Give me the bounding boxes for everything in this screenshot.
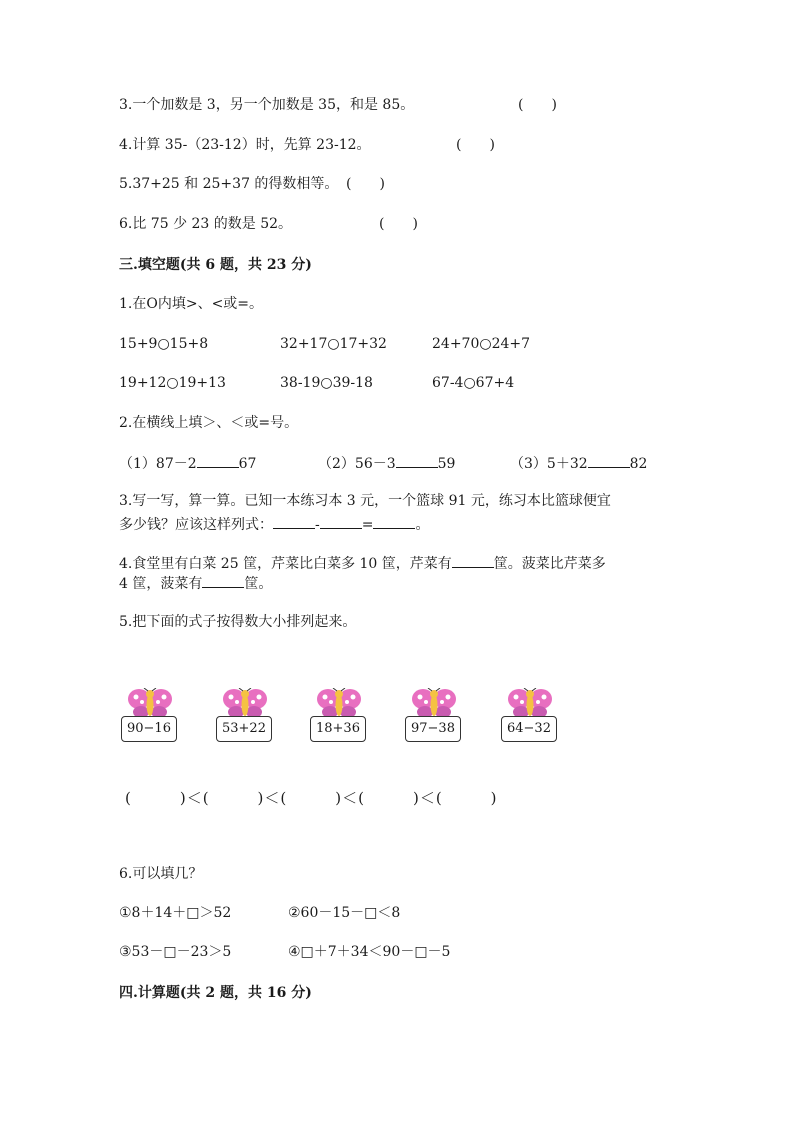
butterfly-card — [216, 688, 272, 746]
butterfly-card — [121, 688, 177, 746]
answer-blank[interactable] — [588, 453, 630, 468]
judge-q4-text: 4.计算 35-（23-12）时，先算 23-12。 — [119, 137, 371, 153]
answer-blank[interactable] — [452, 553, 494, 568]
expression-card: 97−38 — [405, 716, 461, 742]
fill-q1-item[interactable]: 38-19○39-18 — [280, 375, 373, 391]
fill-q1-item[interactable]: 67-4○67+4 — [432, 375, 515, 391]
expression-card: 18+36 — [310, 716, 366, 742]
answer-blank[interactable] — [273, 514, 315, 529]
answer-blank[interactable] — [197, 453, 239, 468]
judge-q3-answer[interactable]: ( ) — [518, 97, 557, 113]
section3-heading: 三.填空题(共 6 题，共 23 分) — [119, 257, 312, 273]
fill-q6-item[interactable]: ②60－15－□＜8 — [288, 905, 401, 921]
fill-q3-line1: 3.写一写，算一算。已知一本练习本 3 元，一个篮球 91 元，练习本比篮球便宜 — [119, 493, 611, 509]
fill-q2-item: （2）56－3 59 — [318, 453, 455, 473]
answer-blank[interactable] — [320, 514, 362, 529]
fill-q4-line2: 4 筐，菠菜有 筐。 — [119, 573, 272, 593]
fill-q1-item[interactable]: 24+70○24+7 — [432, 336, 531, 352]
fill-q3-line2: 多少钱？应该这样列式： - = 。 — [119, 514, 429, 534]
fill-q1-item[interactable]: 19+12○19+13 — [119, 375, 226, 391]
butterfly-icon — [411, 688, 457, 718]
butterfly-icon — [507, 688, 553, 718]
fill-q5-title: 5.把下面的式子按得数大小排列起来。 — [119, 614, 357, 630]
butterfly-icon — [222, 688, 268, 718]
judge-q5-text: 5.37+25 和 25+37 的得数相等。 — [119, 176, 339, 192]
fill-q2-item: （3）5＋32 82 — [510, 453, 647, 473]
judge-q5-answer[interactable]: ( ) — [346, 176, 385, 192]
fill-q6-item[interactable]: ①8＋14＋□＞52 — [119, 905, 232, 921]
fill-q2-item: （1）87－2 67 — [119, 453, 256, 473]
section4-heading: 四.计算题(共 2 题，共 16 分) — [119, 985, 312, 1001]
fill-q1-item[interactable]: 32+17○17+32 — [280, 336, 387, 352]
judge-q6-text: 6.比 75 少 23 的数是 52。 — [119, 216, 293, 232]
answer-blank[interactable] — [202, 573, 244, 588]
expression-card: 90−16 — [121, 716, 177, 742]
butterfly-icon — [316, 688, 362, 718]
judge-q4 — [119, 136, 371, 154]
judge-q3 — [119, 96, 414, 114]
fill-q6-title: 6.可以填几？ — [119, 866, 203, 882]
answer-blank[interactable] — [373, 514, 415, 529]
fill-q1-title: 1.在O内填>、<或=。 — [119, 296, 264, 312]
fill-q4-line1: 4.食堂里有白菜 25 筐，芹菜比白菜多 10 筐，芹菜有 筐。菠菜比芹菜多 — [119, 553, 606, 573]
judge-q3-text: 3.一个加数是 3，另一个加数是 35，和是 85。 — [119, 97, 415, 113]
expression-card: 53+22 — [216, 716, 272, 742]
judge-q4-answer[interactable]: ( ) — [456, 137, 495, 153]
butterfly-card — [405, 688, 461, 746]
judge-q6-answer[interactable]: ( ) — [379, 216, 418, 232]
judge-q6 — [119, 215, 292, 233]
butterfly-icon — [127, 688, 173, 718]
butterfly-card — [310, 688, 366, 746]
butterfly-card — [501, 688, 557, 746]
fill-q2-title: 2.在横线上填＞、＜或=号。 — [119, 415, 299, 431]
fill-q1-item[interactable]: 15+9○15+8 — [119, 336, 209, 352]
judge-q5 — [119, 175, 338, 193]
compare-answer-line[interactable]: ( )＜( )＜( )＜( )＜( ) — [125, 789, 498, 807]
answer-blank[interactable] — [396, 453, 438, 468]
expression-card: 64−32 — [501, 716, 557, 742]
fill-q6-item[interactable]: ③53－□－23＞5 — [119, 944, 232, 960]
fill-q6-item[interactable]: ④□＋7＋34＜90－□－5 — [288, 944, 451, 960]
